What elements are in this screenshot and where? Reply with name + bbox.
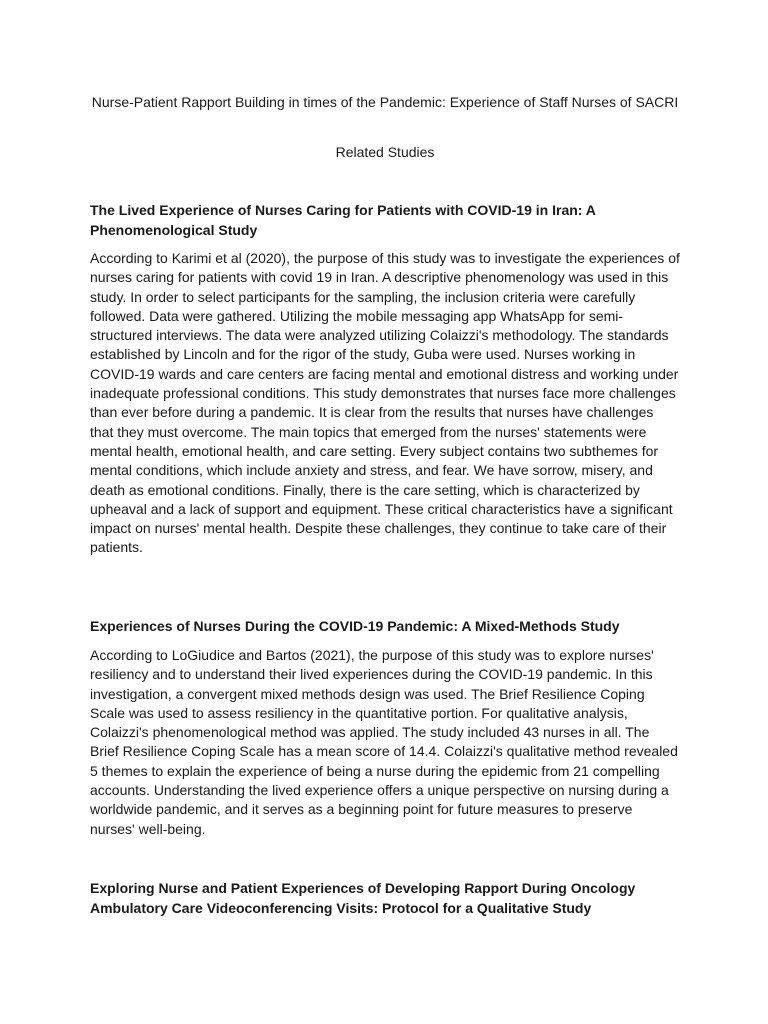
study-section xyxy=(90,878,680,918)
study-heading: Exploring Nurse and Patient Experiences of Developing Rapport During Oncology Ambulatory Care Videoconferencing Visits: Protocol for a Qualitative Study xyxy=(90,880,636,916)
study-body-paragraph: According to Karimi et al (2020), the purpose of this study was to investigate the experiences of nurses caring for patients with covid 19 in Iran. A descriptive phenomenology was used in this study. In order to select participants for the sampling, the inclusion criteria were carefully followed. Data were gathered. Utilizing the mobile messaging app WhatsApp for semi-structured interviews. The data were analyzed utilizing Colaizzi's methodology. The standards established by Lincoln and for the rigor of the study, Guba were used. Nurses working in COVID-19 wards and care centers are facing mental and emotional distress and working under inadequate professional conditions. This study demonstrates that nurses face more challenges than ever before during a pandemic. It is clear from the results that nurses have challenges that they must overcome. The main topics that emerged from the nurses' statements were mental health, emotional health, and care setting. Every subject contains two subthemes for mental conditions, which include anxiety and stress, and fear. We have sorrow, misery, and death as emotional conditions. Finally, there is the care setting, which is characterized by upheaval and a lack of support and equipment. These critical characteristics have a significant impact on nurses' mental health. Despite these challenges, they continue to take care of their patients. xyxy=(90,250,680,556)
study-section xyxy=(90,200,680,558)
study-body-paragraph: According to LoGiudice and Bartos (2021), the purpose of this study was to explore nurses' resiliency and to understand their lived experiences during the COVID-19 pandemic. In this investigation, a convergent mixed methods design was used. The Brief Resilience Coping Scale was used to assess resiliency in the quantitative portion. For qualitative analysis, Colaizzi's phenomenological method was applied. The study included 43 nurses in all. The Brief Resilience Coping Scale has a mean score of 14.4. Colaizzi's qualitative method revealed 5 themes to explain the experience of being a nurse during the epidemic from 21 compelling accounts. Understanding the lived experience offers a unique perspective on nursing during a worldwide pandemic, and it serves as a beginning point for future measures to preserve nurses' well-being. xyxy=(90,647,678,837)
study-heading: The Lived Experience of Nurses Caring for Patients with COVID-19 in Iran: A Phenomenological Study xyxy=(90,202,596,238)
study-section xyxy=(90,616,680,839)
document-subtitle: Related Studies xyxy=(335,144,435,160)
document-title: Nurse-Patient Rapport Building in times of the Pandemic: Experience of Staff Nurses of SACRI xyxy=(91,94,679,110)
study-heading: Experiences of Nurses During the COVID-19 Pandemic: A Mixed-Methods Study xyxy=(90,618,620,634)
